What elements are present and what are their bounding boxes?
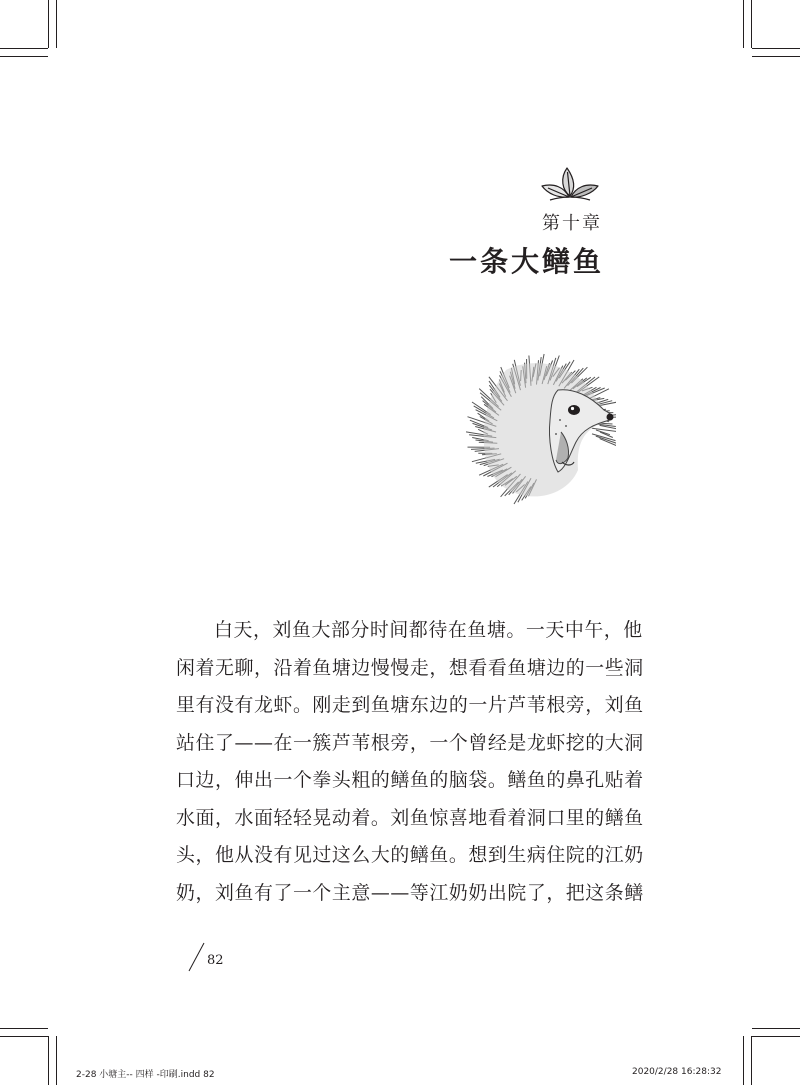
body-line: 闲着无聊，沿着鱼塘边慢慢走，想看看鱼塘边的一些洞 <box>176 656 644 679</box>
crop-mark <box>743 0 744 48</box>
hedgehog-illustration <box>466 350 616 510</box>
body-line: 站住了——在一簇芦苇根旁，一个曾经是龙虾挖的大洞 <box>176 731 644 754</box>
crop-mark <box>0 1036 48 1037</box>
crop-mark <box>751 0 752 48</box>
body-line: 头，他从没有见过这么大的鳝鱼。想到生病住院的江奶 <box>176 844 644 866</box>
crop-mark <box>56 0 57 48</box>
page-number: 82 <box>207 953 224 968</box>
crop-mark <box>751 1036 752 1085</box>
body-line: 口边，伸出一个拳头粗的鳝鱼的脑袋。鳝鱼的鼻孔贴着 <box>176 769 644 791</box>
body-line: 奶，刘鱼有了一个主意——等江奶奶出院了，把这条鳝 <box>176 881 644 904</box>
folio-slash <box>186 942 206 972</box>
crop-mark <box>48 1036 49 1085</box>
chapter-number: 第十章 <box>542 213 602 234</box>
crop-mark <box>752 1036 800 1037</box>
chapter-title: 一条大鳝鱼 <box>448 245 604 278</box>
body-text <box>176 612 644 912</box>
crop-mark <box>56 1036 57 1085</box>
crop-mark <box>752 56 800 57</box>
body-line: 水面，水面轻轻晃动着。刘鱼惊喜地看着洞口里的鳝鱼 <box>176 806 644 829</box>
slug-timestamp: 2020/2/28 16:28:32 <box>632 1067 722 1077</box>
crop-mark <box>48 0 49 48</box>
slug-filename: 2-28 小塘主-- 四样 -印刷.indd 82 <box>76 1070 215 1080</box>
crop-mark <box>752 48 800 49</box>
crop-mark <box>0 56 48 57</box>
leaves-ornament-icon <box>536 160 604 202</box>
crop-mark <box>752 1028 800 1029</box>
crop-mark <box>0 48 48 49</box>
body-line: 白天，刘鱼大部分时间都待在鱼塘。一天中午，他 <box>214 619 643 641</box>
crop-mark <box>743 1036 744 1085</box>
body-line: 里有没有龙虾。刚走到鱼塘东边的一片芦苇根旁，刘鱼 <box>176 694 644 716</box>
crop-mark <box>0 1028 48 1029</box>
